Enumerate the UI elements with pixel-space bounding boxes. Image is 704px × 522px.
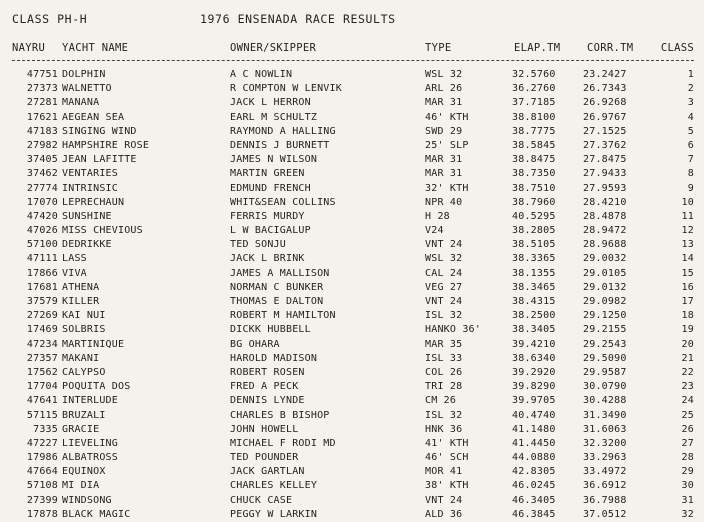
elapsed-time-cell: 38.3465 [512,281,556,293]
yacht-name-cell: BLACK MAGIC [62,508,131,520]
owner-skipper-cell: JAMES A MALLISON [230,267,330,279]
corrected-time-cell: 28.4210 [583,196,627,208]
yacht-name-cell: INTRINSIC [62,182,118,194]
column-header-yacht-name: YACHT NAME [62,42,129,54]
sail-number-cell: 17866 [26,267,58,279]
table-row [0,352,704,366]
yacht-type-cell: V24 [425,225,444,237]
yacht-type-cell: MAR 31 [425,154,463,166]
elapsed-time-cell: 32.5760 [512,69,556,80]
elapsed-time-cell: 38.5845 [512,139,556,151]
elapsed-time-cell: 39.2920 [512,366,556,378]
class-place-cell: 23 [681,381,694,393]
elapsed-time-cell: 38.6340 [512,352,556,364]
class-place-cell: 25 [681,409,694,421]
yacht-type-cell: VEG 27 [425,281,463,293]
yacht-name-cell: GRACIE [62,423,100,435]
yacht-name-cell: BRUZALI [62,409,106,421]
yacht-name-cell: EQUINOX [62,466,106,478]
sail-number-cell: 27373 [26,83,58,95]
class-place-cell: 10 [681,196,694,208]
corrected-time-cell: 27.3762 [583,139,627,151]
elapsed-time-cell: 42.8305 [512,466,556,478]
sail-number-cell: 17070 [26,196,58,208]
owner-skipper-cell: HAROLD MADISON [230,352,318,364]
yacht-name-cell: WINDSONG [62,494,112,506]
table-row [0,68,704,82]
owner-skipper-cell: WHIT&SEAN COLLINS [230,196,336,208]
owner-skipper-cell: DICKK HUBBELL [230,324,311,336]
elapsed-time-cell: 39.8290 [512,381,556,393]
yacht-name-cell: MANANA [62,97,100,109]
yacht-type-cell: 46' KTH [425,111,469,123]
yacht-type-cell: ALD 36 [425,508,463,520]
table-row [0,423,704,437]
owner-skipper-cell: BG OHARA [230,338,280,350]
table-row [0,281,704,295]
sail-number-cell: 27399 [26,494,58,506]
table-row [0,96,704,110]
table-row [0,295,704,309]
yacht-name-cell: SINGING WIND [62,125,137,137]
table-row [0,252,704,266]
class-place-cell: 16 [681,281,694,293]
corrected-time-cell: 36.6912 [583,480,627,492]
sail-number-cell: 47183 [26,125,58,137]
sail-number-cell: 27281 [26,97,58,109]
yacht-type-cell: ISL 32 [425,310,463,322]
elapsed-time-cell: 41.1480 [512,423,556,435]
owner-skipper-cell: ROBERT ROSEN [230,366,305,378]
yacht-name-cell: LEPRECHAUN [62,196,125,208]
yacht-name-cell: HAMPSHIRE ROSE [62,139,150,151]
sail-number-cell: 47641 [26,395,58,407]
class-place-cell: 26 [681,423,694,435]
elapsed-time-cell: 41.4450 [512,437,556,449]
class-place-cell: 13 [681,239,694,251]
corrected-time-cell: 29.0982 [583,296,627,307]
owner-skipper-cell: JACK L BRINK [230,253,305,265]
elapsed-time-cell: 38.3365 [512,253,556,265]
class-place-cell: 7 [687,154,694,166]
owner-skipper-cell: NORMAN C BUNKER [230,281,324,293]
class-place-cell: 19 [681,324,694,336]
table-row [0,139,704,153]
class-place-cell: 2 [687,83,694,95]
sail-number-cell: 17562 [26,366,58,378]
class-place-cell: 32 [681,508,694,520]
table-row [0,210,704,224]
yacht-name-cell: LIEVELING [62,437,118,449]
yacht-type-cell: H 28 [425,210,450,222]
class-place-cell: 8 [687,168,694,180]
corrected-time-cell: 28.4878 [583,210,627,222]
corrected-time-cell: 26.9767 [583,111,627,123]
class-place-cell: 28 [681,452,694,464]
corrected-time-cell: 27.1525 [583,125,627,137]
yacht-type-cell: MAR 35 [425,338,463,350]
yacht-type-cell: VNT 24 [425,239,463,251]
class-place-cell: 27 [681,437,694,449]
yacht-type-cell: COL 26 [425,366,463,378]
corrected-time-cell: 29.0132 [583,281,627,293]
owner-skipper-cell: RAYMOND A HALLING [230,125,336,137]
yacht-type-cell: 46' SCH [425,452,469,464]
elapsed-time-cell: 37.7185 [512,97,556,109]
sail-number-cell: 47227 [26,437,58,449]
column-header-elapsed-time: ELAP.TM [514,42,561,54]
owner-skipper-cell: TED SONJU [230,239,286,251]
owner-skipper-cell: A C NOWLIN [230,69,293,80]
elapsed-time-cell: 44.0880 [512,452,556,464]
owner-skipper-cell: CHUCK CASE [230,494,293,506]
sail-number-cell: 17878 [26,508,58,520]
owner-skipper-cell: R COMPTON W LENVIK [230,83,342,95]
elapsed-time-cell: 38.3405 [512,324,556,336]
yacht-name-cell: SUNSHINE [62,210,112,222]
elapsed-time-cell: 38.7775 [512,125,556,137]
yacht-name-cell: KAI NUI [62,310,106,322]
class-place-cell: 21 [681,352,694,364]
sail-number-cell: 27269 [26,310,58,322]
elapsed-time-cell: 46.3845 [512,508,556,520]
elapsed-time-cell: 38.8475 [512,154,556,166]
column-header-row [0,42,704,56]
corrected-time-cell: 29.2155 [583,324,627,336]
sail-number-cell: 37579 [26,296,58,307]
yacht-type-cell: WSL 32 [425,69,463,80]
class-label: CLASS PH-H [12,12,88,26]
corrected-time-cell: 26.9268 [583,97,627,109]
yacht-type-cell: 38' KTH [425,480,469,492]
sail-number-cell: 17469 [26,324,58,336]
corrected-time-cell: 29.5090 [583,352,627,364]
sail-number-cell: 27357 [26,352,58,364]
table-row [0,182,704,196]
class-place-cell: 24 [681,395,694,407]
yacht-type-cell: 41' KTH [425,437,469,449]
corrected-time-cell: 29.9587 [583,366,627,378]
header-divider [12,60,694,61]
table-row [0,394,704,408]
table-row [0,409,704,423]
page-title: 1976 ENSENADA RACE RESULTS [200,12,396,26]
table-row [0,111,704,125]
table-row [0,380,704,394]
owner-skipper-cell: EDMUND FRENCH [230,182,311,194]
elapsed-time-cell: 46.0245 [512,480,556,492]
corrected-time-cell: 31.6063 [583,423,627,435]
sail-number-cell: 7335 [33,423,58,435]
yacht-name-cell: WALNETTO [62,83,112,95]
table-row [0,125,704,139]
owner-skipper-cell: JAMES N WILSON [230,154,318,166]
class-place-cell: 5 [687,125,694,137]
corrected-time-cell: 30.0790 [583,381,627,393]
yacht-name-cell: DEDRIKKE [62,239,112,251]
sail-number-cell: 37405 [26,154,58,166]
elapsed-time-cell: 38.4315 [512,296,556,307]
elapsed-time-cell: 38.7350 [512,168,556,180]
table-row [0,366,704,380]
yacht-name-cell: LASS [62,253,87,265]
table-row [0,309,704,323]
sail-number-cell: 57100 [26,239,58,251]
corrected-time-cell: 29.0032 [583,253,627,265]
sail-number-cell: 17986 [26,452,58,464]
yacht-type-cell: VNT 24 [425,494,463,506]
corrected-time-cell: 27.9593 [583,182,627,194]
corrected-time-cell: 27.9433 [583,168,627,180]
yacht-type-cell: SWD 29 [425,125,463,137]
owner-skipper-cell: CHARLES KELLEY [230,480,318,492]
elapsed-time-cell: 40.4740 [512,409,556,421]
class-place-cell: 17 [681,296,694,307]
sail-number-cell: 17681 [26,281,58,293]
yacht-name-cell: MAKANI [62,352,100,364]
class-place-cell: 3 [687,97,694,109]
yacht-name-cell: ALBATROSS [62,452,118,464]
yacht-name-cell: ATHENA [62,281,100,293]
table-row [0,323,704,337]
corrected-time-cell: 28.9688 [583,239,627,251]
sail-number-cell: 47664 [26,466,58,478]
yacht-name-cell: SOLBRIS [62,324,106,336]
table-row [0,267,704,281]
yacht-type-cell: MAR 31 [425,168,463,180]
corrected-time-cell: 32.3200 [583,437,627,449]
yacht-type-cell: 25' SLP [425,139,469,151]
class-place-cell: 11 [681,210,694,222]
table-row [0,465,704,479]
owner-skipper-cell: JOHN HOWELL [230,423,299,435]
class-place-cell: 22 [681,366,694,378]
class-place-cell: 20 [681,338,694,350]
owner-skipper-cell: MARTIN GREEN [230,168,305,180]
sail-number-cell: 17704 [26,381,58,393]
yacht-name-cell: MI DIA [62,480,100,492]
yacht-type-cell: MAR 31 [425,97,463,109]
class-place-cell: 15 [681,267,694,279]
sail-number-cell: 27774 [26,182,58,194]
corrected-time-cell: 23.2427 [583,69,627,80]
owner-skipper-cell: JACK L HERRON [230,97,311,109]
class-place-cell: 31 [681,494,694,506]
table-row [0,508,704,522]
yacht-type-cell: ARL 26 [425,83,463,95]
sail-number-cell: 47420 [26,210,58,222]
sail-number-cell: 27982 [26,139,58,151]
table-row [0,196,704,210]
elapsed-time-cell: 39.9705 [512,395,556,407]
elapsed-time-cell: 40.5295 [512,210,556,222]
class-place-cell: 12 [681,225,694,237]
yacht-name-cell: MISS CHEVIOUS [62,225,143,237]
elapsed-time-cell: 38.2805 [512,225,556,237]
yacht-name-cell: DOLPHIN [62,69,106,80]
owner-skipper-cell: L W BACIGALUP [230,225,311,237]
yacht-type-cell: 32' KTH [425,182,469,194]
elapsed-time-cell: 36.2760 [512,83,556,95]
column-header-nayru: NAYRU [12,42,46,54]
yacht-name-cell: CALYPSO [62,366,106,378]
table-row [0,479,704,493]
yacht-type-cell: VNT 24 [425,296,463,307]
yacht-name-cell: JEAN LAFITTE [62,154,137,166]
yacht-type-cell: ISL 33 [425,352,463,364]
elapsed-time-cell: 39.4210 [512,338,556,350]
table-row [0,494,704,508]
class-place-cell: 6 [687,139,694,151]
owner-skipper-cell: MICHAEL F RODI MD [230,437,336,449]
elapsed-time-cell: 46.3405 [512,494,556,506]
corrected-time-cell: 33.4972 [583,466,627,478]
owner-skipper-cell: FERRIS MURDY [230,210,305,222]
corrected-time-cell: 36.7988 [583,494,627,506]
yacht-type-cell: ISL 32 [425,409,463,421]
owner-skipper-cell: TED POUNDER [230,452,299,464]
class-place-cell: 4 [687,111,694,123]
elapsed-time-cell: 38.2500 [512,310,556,322]
sail-number-cell: 17621 [26,111,58,123]
table-row [0,338,704,352]
column-header-type: TYPE [425,42,452,54]
owner-skipper-cell: PEGGY W LARKIN [230,508,318,520]
table-row [0,224,704,238]
sail-number-cell: 47234 [26,338,58,350]
yacht-type-cell: MOR 41 [425,466,463,478]
class-place-cell: 29 [681,466,694,478]
results-table [0,68,704,522]
yacht-type-cell: HNK 36 [425,423,463,435]
owner-skipper-cell: FRED A PECK [230,381,299,393]
owner-skipper-cell: CHARLES B BISHOP [230,409,330,421]
yacht-name-cell: MARTINIQUE [62,338,125,350]
class-place-cell: 18 [681,310,694,322]
owner-skipper-cell: DENNIS J BURNETT [230,139,330,151]
yacht-name-cell: AEGEAN SEA [62,111,125,123]
corrected-time-cell: 28.9472 [583,225,627,237]
table-row [0,82,704,96]
owner-skipper-cell: DENNIS LYNDE [230,395,305,407]
owner-skipper-cell: ROBERT M HAMILTON [230,310,336,322]
class-place-cell: 30 [681,480,694,492]
sail-number-cell: 47111 [26,253,58,265]
yacht-type-cell: NPR 40 [425,196,463,208]
class-place-cell: 9 [687,182,694,194]
corrected-time-cell: 33.2963 [583,452,627,464]
table-row [0,437,704,451]
table-row [0,167,704,181]
yacht-name-cell: POQUITA DOS [62,381,131,393]
yacht-name-cell: INTERLUDE [62,395,118,407]
elapsed-time-cell: 38.8100 [512,111,556,123]
corrected-time-cell: 29.2543 [583,338,627,350]
corrected-time-cell: 27.8475 [583,154,627,166]
elapsed-time-cell: 38.7510 [512,182,556,194]
yacht-type-cell: HANKO 36' [425,324,481,336]
corrected-time-cell: 29.1250 [583,310,627,322]
yacht-type-cell: TRI 28 [425,381,463,393]
corrected-time-cell: 29.0105 [583,267,627,279]
class-place-cell: 14 [681,253,694,265]
yacht-name-cell: VIVA [62,267,87,279]
elapsed-time-cell: 38.5105 [512,239,556,251]
yacht-type-cell: CAL 24 [425,267,463,279]
table-row [0,238,704,252]
elapsed-time-cell: 38.7960 [512,196,556,208]
yacht-name-cell: KILLER [62,296,100,307]
table-row [0,153,704,167]
corrected-time-cell: 30.4288 [583,395,627,407]
owner-skipper-cell: JACK GARTLAN [230,466,305,478]
sail-number-cell: 57108 [26,480,58,492]
owner-skipper-cell: EARL M SCHULTZ [230,111,318,123]
yacht-type-cell: WSL 32 [425,253,463,265]
sail-number-cell: 47751 [26,69,58,80]
column-header-corrected-time: CORR.TM [587,42,634,54]
column-header-class-place: CLASS [660,42,694,54]
yacht-type-cell: CM 26 [425,395,457,407]
sail-number-cell: 47026 [26,225,58,237]
sail-number-cell: 37462 [26,168,58,180]
table-row [0,451,704,465]
corrected-time-cell: 31.3490 [583,409,627,421]
sail-number-cell: 57115 [26,409,58,421]
column-header-owner-skipper: OWNER/SKIPPER [230,42,317,54]
owner-skipper-cell: THOMAS E DALTON [230,296,324,307]
corrected-time-cell: 26.7343 [583,83,627,95]
yacht-name-cell: VENTARIES [62,168,118,180]
class-place-cell: 1 [687,69,694,80]
elapsed-time-cell: 38.1355 [512,267,556,279]
corrected-time-cell: 37.0512 [583,508,627,520]
